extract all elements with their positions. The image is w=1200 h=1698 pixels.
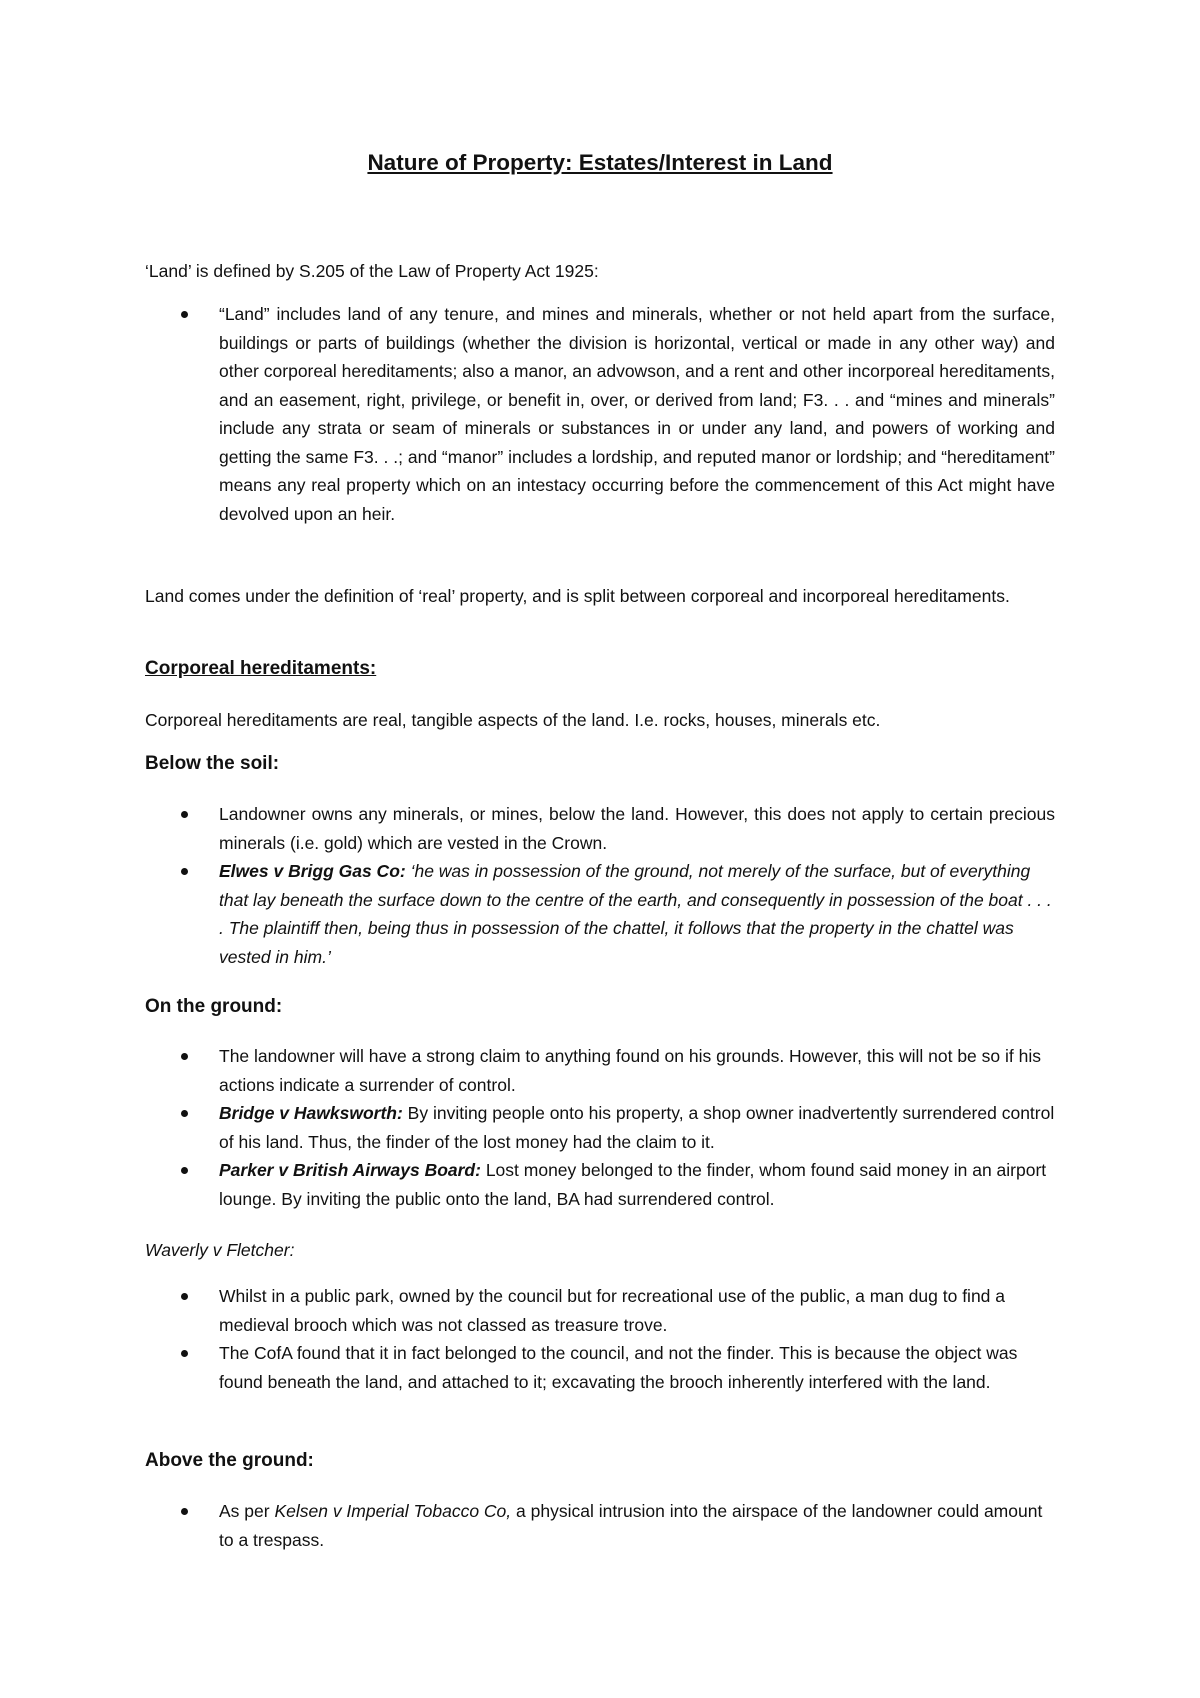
list-item bbox=[145, 1497, 1055, 1554]
corporeal-para-block bbox=[145, 706, 1055, 735]
section-heading-corporeal: Corporeal hereditaments: bbox=[145, 658, 377, 679]
list-item bbox=[145, 1156, 1055, 1213]
below-soil-list bbox=[145, 800, 1055, 971]
section-heading-above-ground: Above the ground: bbox=[145, 1450, 314, 1471]
page-title: Nature of Property: Estates/Interest in Land bbox=[367, 150, 833, 175]
below-soil-heading-block bbox=[145, 753, 1055, 775]
bullet-text: Landowner owns any minerals, or mines, below the land. However, this does not apply to certain precious minerals (i.e. gold) which are vested in the Crown. bbox=[219, 804, 1055, 853]
case-quote: ‘he was in possession of the ground, not merely of the surface, but of everything that lay beneath the surface down to the centre of the earth, and consequently in possession of the boat . . . . The plaintiff then, being thus in possession of the chattel, it follows that the property in the chattel was vested in him.’ bbox=[219, 861, 1052, 967]
above-ground-heading-block bbox=[145, 1450, 1055, 1472]
real-property-paragraph: Land comes under the definition of ‘real’ property, and is split between corporeal and incorporeal hereditaments. bbox=[145, 586, 1010, 606]
intro-line: ‘Land’ is defined by S.205 of the Law of Property Act 1925: bbox=[145, 261, 599, 281]
bullet-icon bbox=[181, 1508, 188, 1515]
bullet-icon bbox=[181, 1053, 188, 1060]
list-item bbox=[145, 800, 1055, 857]
list-item bbox=[145, 1099, 1055, 1156]
section-heading-on-ground: On the ground: bbox=[145, 996, 283, 1017]
real-property-block bbox=[145, 582, 1055, 611]
case-text: Lost money belonged to the finder, whom found said money in an airport lounge. By inviting the public onto the land, BA had surrendered control. bbox=[219, 1160, 1047, 1209]
list-item bbox=[145, 1042, 1055, 1099]
waverly-heading-block bbox=[145, 1236, 1055, 1265]
bullet-icon bbox=[181, 1293, 188, 1300]
bullet-suffix: a physical intrusion into the airspace of the landowner could amount to a trespass. bbox=[219, 1501, 1043, 1550]
waverly-list bbox=[145, 1282, 1055, 1396]
bullet-icon bbox=[181, 311, 188, 318]
list-item bbox=[145, 1282, 1055, 1339]
bullet-icon bbox=[181, 1350, 188, 1357]
case-name: Elwes v Brigg Gas Co: bbox=[219, 861, 406, 881]
case-name: Kelsen v Imperial Tobacco Co, bbox=[274, 1501, 512, 1521]
case-text: By inviting people onto his property, a shop owner inadvertently surrendered control of his land. Thus, the finder of the lost money had the claim to it. bbox=[219, 1103, 1055, 1152]
bullet-text: The CofA found that it in fact belonged to the council, and not the finder. This is because the object was found beneath the land, and attached to it; excavating the brooch inherently interfered with the land. bbox=[219, 1343, 1018, 1392]
bullet-text: Whilst in a public park, owned by the council but for recreational use of the public, a man dug to find a medieval brooch which was not classed as treasure trove. bbox=[219, 1286, 1006, 1335]
list-item bbox=[145, 1339, 1055, 1396]
corporeal-heading-block bbox=[145, 658, 1055, 680]
list-item bbox=[145, 857, 1055, 971]
case-name: Bridge v Hawksworth: bbox=[219, 1103, 403, 1123]
waverly-heading: Waverly v Fletcher: bbox=[145, 1240, 295, 1260]
case-name: Parker v British Airways Board: bbox=[219, 1160, 481, 1180]
above-ground-list bbox=[145, 1497, 1055, 1554]
on-ground-list bbox=[145, 1042, 1055, 1213]
bullet-icon bbox=[181, 1167, 188, 1174]
bullet-icon bbox=[181, 811, 188, 818]
corporeal-paragraph: Corporeal hereditaments are real, tangible aspects of the land. I.e. rocks, houses, minerals etc. bbox=[145, 710, 881, 730]
list-item bbox=[145, 300, 1055, 528]
bullet-text: The landowner will have a strong claim to anything found on his grounds. However, this will not be so if his actions indicate a surrender of control. bbox=[219, 1046, 1041, 1095]
definition-text: “Land” includes land of any tenure, and mines and minerals, whether or not held apart from the surface, buildings or parts of buildings (whether the division is horizontal, vertical or made in any other way) and other corporeal hereditaments; also a manor, an advowson, and a rent and other incorporeal hereditaments, and an easement, right, privilege, or benefit in, over, or derived from land; F3. . . and “mines and minerals” include any strata or seam of minerals or substances in or under any land, and powers of working and getting the same F3. . .; and “manor” includes a lordship, and reputed manor or lordship; and “hereditament” means any real property which on an intestacy occurring before the commencement of this Act might have devolved upon an heir. bbox=[219, 304, 1055, 524]
bullet-icon bbox=[181, 1110, 188, 1117]
on-ground-heading-block bbox=[145, 996, 1055, 1018]
section-heading-below-soil: Below the soil: bbox=[145, 753, 280, 774]
definition-block bbox=[145, 300, 1055, 528]
bullet-icon bbox=[181, 868, 188, 875]
bullet-prefix: As per bbox=[219, 1501, 275, 1521]
